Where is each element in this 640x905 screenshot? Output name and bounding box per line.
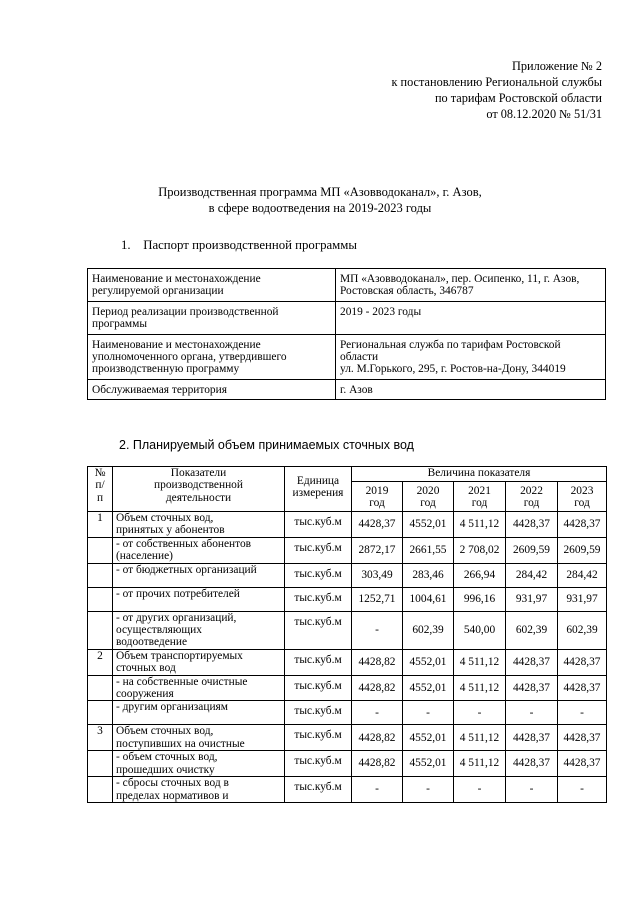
row-number: 2 <box>88 649 113 675</box>
row-number <box>88 537 113 563</box>
table-row <box>88 701 607 725</box>
table-row <box>88 649 607 675</box>
passport-value-line: МП «Азовводоканал», пер. Осипенко, 11, г. Азов, <box>340 273 580 285</box>
row-value: 284,42 <box>506 563 558 587</box>
row-value: 4428,37 <box>558 649 607 675</box>
row-indicator <box>113 649 285 675</box>
header-indicator-line: деятельности <box>165 491 232 504</box>
row-value: 4428,37 <box>506 512 558 538</box>
row-number <box>88 611 113 649</box>
row-value: 4428,82 <box>352 649 403 675</box>
row-indicator <box>113 611 285 649</box>
row-indicator-line: (население) <box>116 550 173 563</box>
document-title <box>0 184 640 216</box>
header-year-cell <box>352 482 403 512</box>
row-value: - <box>506 777 558 803</box>
appendix-line: от 08.12.2020 № 51/31 <box>486 107 602 121</box>
passport-label-line: программы <box>92 318 147 331</box>
passport-row <box>88 379 606 399</box>
table-row <box>88 751 607 777</box>
row-value: 4 511,12 <box>454 512 506 538</box>
row-value: 931,97 <box>506 587 558 611</box>
passport-label <box>88 269 336 302</box>
row-indicator <box>113 675 285 701</box>
passport-label <box>88 379 336 399</box>
row-indicator-line: водоотведение <box>116 636 187 649</box>
row-value: - <box>558 701 607 725</box>
passport-table <box>87 268 606 400</box>
header-num-cell <box>88 467 113 512</box>
header-year-line: 2019 <box>365 485 389 497</box>
passport-row <box>88 334 606 379</box>
table-row <box>88 512 607 538</box>
table-row <box>88 563 607 587</box>
row-value: 1004,61 <box>403 587 454 611</box>
row-indicator-line: - на собственные очистные <box>116 675 248 688</box>
row-value: 4552,01 <box>403 751 454 777</box>
row-value: 996,16 <box>454 587 506 611</box>
row-unit: тыс.куб.м <box>285 611 352 649</box>
header-year-line: год <box>574 497 590 510</box>
row-value: - <box>403 701 454 725</box>
row-value: 540,00 <box>454 611 506 649</box>
passport-row <box>88 301 606 334</box>
header-num-line: № <box>94 467 106 479</box>
row-value: - <box>352 701 403 725</box>
row-value: - <box>454 777 506 803</box>
row-indicator <box>113 777 285 803</box>
header-year-line: год <box>471 497 488 510</box>
row-indicator-line: - от прочих потребителей <box>116 587 240 600</box>
row-value: 4428,37 <box>558 751 607 777</box>
header-year-cell <box>558 482 607 512</box>
row-value: 284,42 <box>558 563 607 587</box>
row-value: 602,39 <box>558 611 607 649</box>
appendix-line: по тарифам Ростовской области <box>434 91 602 105</box>
row-value: 4428,82 <box>352 751 403 777</box>
row-unit: тыс.куб.м <box>285 649 352 675</box>
row-value: 4428,37 <box>506 725 558 751</box>
row-indicator-line: - объем сточных вод, <box>116 751 218 764</box>
row-value: 1252,71 <box>352 587 403 611</box>
header-year-cell <box>454 482 506 512</box>
header-year-line: 2021 <box>468 485 491 497</box>
passport-label-line: производственную программу <box>92 363 240 376</box>
row-indicator-line: Объем сточных вод, <box>116 725 214 738</box>
row-value: 602,39 <box>403 611 454 649</box>
header-unit-line: Единица <box>296 475 340 487</box>
header-indicator-cell <box>113 467 285 512</box>
header-indicator-line: Показатели <box>170 467 227 479</box>
passport-label-line: Наименование и местонахождение <box>92 338 261 351</box>
row-indicator-line: - сбросы сточных вод в <box>116 777 229 790</box>
row-unit: тыс.куб.м <box>285 563 352 587</box>
row-indicator-line: пределах нормативов и <box>116 789 229 802</box>
volume-table <box>87 466 607 803</box>
row-indicator-line: прошедших очистку <box>116 763 215 776</box>
passport-label <box>88 301 336 334</box>
row-number <box>88 587 113 611</box>
row-indicator-line: - от бюджетных организаций <box>116 563 257 576</box>
row-value: 4552,01 <box>403 725 454 751</box>
row-indicator-line: сооружения <box>116 688 174 701</box>
passport-label-line: регулируемой организации <box>92 285 224 298</box>
passport-value-line: области <box>340 351 379 364</box>
row-value: 4428,37 <box>558 725 607 751</box>
row-indicator <box>113 537 285 563</box>
row-unit: тыс.куб.м <box>285 512 352 538</box>
section-2-heading: 2. Планируемый объем принимаемых сточных вод <box>119 438 414 452</box>
row-value: - <box>506 701 558 725</box>
table-header-row <box>88 467 607 482</box>
row-unit: тыс.куб.м <box>285 675 352 701</box>
row-value: 4428,37 <box>506 751 558 777</box>
passport-value-line: г. Азов <box>340 383 373 396</box>
header-indicator-line: производственной <box>154 479 243 492</box>
row-unit: тыс.куб.м <box>285 725 352 751</box>
row-value: 4428,37 <box>352 512 403 538</box>
title-line-1: Производственная программа МП «Азовводоканал», г. Азов, <box>158 185 482 199</box>
row-value: 2 708,02 <box>454 537 506 563</box>
passport-label-line: Наименование и местонахождение <box>92 273 261 285</box>
row-value: 931,97 <box>558 587 607 611</box>
row-indicator <box>113 725 285 751</box>
row-value: 4552,01 <box>403 649 454 675</box>
row-value: 4552,01 <box>403 512 454 538</box>
row-value: 266,94 <box>454 563 506 587</box>
row-indicator <box>113 587 285 611</box>
row-value: 4428,37 <box>558 512 607 538</box>
row-indicator-line: Объем транспортируемых <box>116 649 243 662</box>
row-value: 2872,17 <box>352 537 403 563</box>
passport-label-line: Обслуживаемая территория <box>92 383 227 396</box>
row-indicator-line: Объем сточных вод, <box>116 512 214 524</box>
header-year-cell <box>506 482 558 512</box>
row-indicator-line: - от собственных абонентов <box>116 537 252 550</box>
table-row <box>88 587 607 611</box>
row-value: 4552,01 <box>403 675 454 701</box>
header-unit-cell <box>285 467 352 512</box>
row-value: - <box>352 611 403 649</box>
passport-value-line: 2019 - 2023 годы <box>340 305 422 318</box>
passport-value-line: Ростовская область, 346787 <box>340 285 474 298</box>
passport-label-line: уполномоченного органа, утвердившего <box>92 351 287 364</box>
row-number <box>88 701 113 725</box>
passport-value <box>336 301 606 334</box>
row-value: 2609,59 <box>506 537 558 563</box>
row-unit: тыс.куб.м <box>285 537 352 563</box>
row-value: 602,39 <box>506 611 558 649</box>
row-value: 4428,37 <box>506 649 558 675</box>
row-number <box>88 563 113 587</box>
table-row <box>88 537 607 563</box>
header-year-line: год <box>523 497 540 510</box>
section-1-heading <box>121 238 357 253</box>
row-value: 4 511,12 <box>454 751 506 777</box>
header-year-line: 2020 <box>416 485 440 497</box>
header-year-line: 2023 <box>570 485 594 497</box>
row-value: 4 511,12 <box>454 649 506 675</box>
row-indicator <box>113 751 285 777</box>
row-value: 303,49 <box>352 563 403 587</box>
row-unit: тыс.куб.м <box>285 701 352 725</box>
row-value: 4 511,12 <box>454 725 506 751</box>
row-value: 283,46 <box>403 563 454 587</box>
header-num-line: п <box>96 491 104 504</box>
row-number <box>88 675 113 701</box>
row-indicator <box>113 701 285 725</box>
row-value: - <box>352 777 403 803</box>
row-number <box>88 777 113 803</box>
row-indicator-line: осуществляющих <box>116 624 202 637</box>
row-number <box>88 751 113 777</box>
row-number: 3 <box>88 725 113 751</box>
volume-body <box>88 467 607 803</box>
header-value-group: Величина показателя <box>352 467 607 482</box>
passport-body <box>88 269 606 400</box>
section-1-number: 1. <box>121 238 131 252</box>
row-value: 4 511,12 <box>454 675 506 701</box>
row-value: 4428,37 <box>558 675 607 701</box>
table-row <box>88 675 607 701</box>
passport-label-line: Период реализации производственной <box>92 305 279 318</box>
row-value: 2661,55 <box>403 537 454 563</box>
passport-value <box>336 269 606 302</box>
header-year-line: год <box>420 497 436 510</box>
table-row <box>88 611 607 649</box>
table-row <box>88 725 607 751</box>
passport-value <box>336 334 606 379</box>
row-indicator <box>113 512 285 538</box>
table-row <box>88 777 607 803</box>
row-unit: тыс.куб.м <box>285 751 352 777</box>
row-unit: тыс.куб.м <box>285 587 352 611</box>
header-unit-line: измерения <box>292 487 344 500</box>
passport-value-line: ул. М.Горького, 295, г. Ростов-на-Дону, 344019 <box>340 363 566 376</box>
passport-label <box>88 334 336 379</box>
row-value: 4428,82 <box>352 675 403 701</box>
passport-value-line: Региональная служба по тарифам Ростовской <box>340 338 561 351</box>
row-indicator-line: принятых у абонентов <box>116 524 225 537</box>
appendix-line: к постановлению Региональной службы <box>391 75 602 89</box>
row-value: - <box>558 777 607 803</box>
row-value: - <box>403 777 454 803</box>
row-number: 1 <box>88 512 113 538</box>
row-indicator-line: - другим организациям <box>116 701 229 714</box>
row-indicator-line: сточных вод <box>116 662 176 675</box>
header-year-line: 2022 <box>520 485 543 497</box>
row-indicator-line: поступивших на очистные <box>116 737 245 750</box>
appendix-line: Приложение № 2 <box>511 59 602 73</box>
row-value: 4428,37 <box>506 675 558 701</box>
section-1-title: Паспорт производственной программы <box>143 238 357 252</box>
appendix-header <box>391 58 602 122</box>
row-value: 4428,82 <box>352 725 403 751</box>
header-year-line: год <box>369 497 385 510</box>
row-value: - <box>454 701 506 725</box>
row-indicator-line: - от других организаций, <box>116 611 237 624</box>
header-num-line: п/ <box>95 479 105 492</box>
title-line-2: в сфере водоотведения на 2019-2023 годы <box>208 201 432 215</box>
row-unit: тыс.куб.м <box>285 777 352 803</box>
row-indicator <box>113 563 285 587</box>
passport-value <box>336 379 606 399</box>
passport-row <box>88 269 606 302</box>
row-value: 2609,59 <box>558 537 607 563</box>
header-year-cell <box>403 482 454 512</box>
